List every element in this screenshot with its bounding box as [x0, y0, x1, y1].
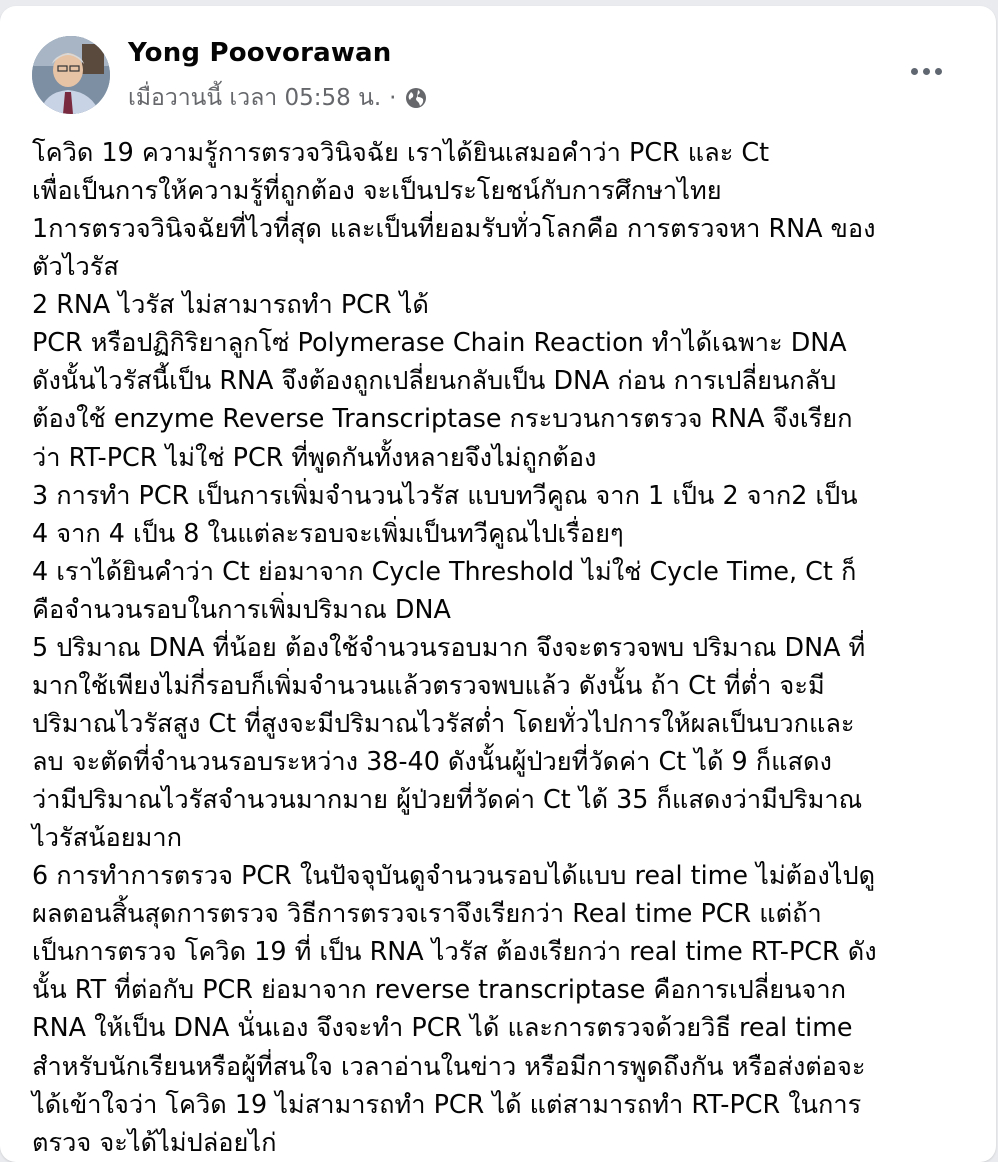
- post-text-line: ได้เข้าใจว่า โควิด 19 ไม่สามารถทำ PCR ได้ แต่สามารถทำ RT-PCR ในการ: [32, 1088, 862, 1119]
- post-text-line: โควิด 19 ความรู้การตรวจวินิจฉัย เราได้ยินเสมอคำว่า PCR และ Ct: [32, 137, 770, 167]
- post-header: [32, 36, 966, 116]
- author-name[interactable]: Yong Poovorawan: [128, 38, 392, 68]
- dot: [923, 68, 930, 75]
- post-text-line: 2 RNA ไวรัส ไม่สามารถทำ PCR ได้: [32, 289, 429, 320]
- post-text-line: 4 จาก 4 เป็น 8 ในแต่ละรอบจะเพิ่มเป็นทวีคูณไปเรื่อยๆ: [32, 517, 624, 548]
- globe-icon[interactable]: [404, 86, 428, 110]
- post-text-line: มากใช้เพียงไม่กี่รอบก็เพิ่มจำนวนแล้วตรวจพบแล้ว ดังนั้น ถ้า Ct ที่ต่ำ จะมี: [32, 669, 825, 700]
- post-text-line: ไวรัสน้อยมาก: [32, 822, 183, 853]
- dot: [935, 68, 942, 75]
- post-text-line: ตรวจ จะได้ไม่ปล่อยไก่: [32, 1126, 277, 1157]
- post-text-line: เพื่อเป็นการให้ความรู้ที่ถูกต้อง จะเป็นประโยชน์กับการศึกษาไทย: [32, 175, 722, 206]
- post-text-line: ดังนั้นไวรัสนี้เป็น RNA จึงต้องถูกเปลี่ยนกลับเป็น DNA ก่อน การเปลี่ยนกลับ: [32, 365, 837, 396]
- post-text-line: 3 การทำ PCR เป็นการเพิ่มจำนวนไวรัส แบบทวีคูณ จาก 1 เป็น 2 จาก2 เป็น: [32, 479, 858, 510]
- post-text-line: 4 เราได้ยินคำว่า Ct ย่อมาจาก Cycle Threshold ไม่ใช่ Cycle Time, Ct ก็: [32, 555, 857, 586]
- meta-separator: ·: [389, 85, 397, 111]
- post-text-line: ต้องใช้ enzyme Reverse Transcriptase กระบวนการตรวจ RNA จึงเรียก: [32, 403, 853, 434]
- more-options-icon[interactable]: [906, 56, 946, 86]
- post-text-line: ลบ จะตัดที่จำนวนรอบระหว่าง 38-40 ดังนั้นผู้ป่วยที่วัดค่า Ct ได้ 9 ก็แสดง: [32, 746, 832, 776]
- post-card: [0, 6, 996, 1162]
- post-text-line: RNA ให้เป็น DNA นั่นเอง จึงจะทำ PCR ได้ และการตรวจด้วยวิธี real time: [32, 1012, 853, 1043]
- post-text-line: 1การตรวจวินิจฉัยที่ไวที่สุด และเป็นที่ยอมรับทั่วโลกคือ การตรวจหา RNA ของ: [32, 213, 876, 244]
- post-text-line: 5 ปริมาณ DNA ที่น้อย ต้องใช้จำนวนรอบมาก จึงจะตรวจพบ ปริมาณ DNA ที่: [32, 631, 866, 662]
- post-meta: [128, 80, 428, 116]
- post-text-line: ตัวไวรัส: [32, 251, 119, 282]
- post-body: [32, 133, 972, 1161]
- post-text-line: ผลตอนสิ้นสุดการตรวจ วิธีการตรวจเราจึงเรียกว่า Real time PCR แต่ถ้า: [32, 898, 822, 929]
- post-text-line: ปริมาณไวรัสสูง Ct ที่สูงจะมีปริมาณไวรัสต่ำ โดยทั่วไปการให้ผลเป็นบวกและ: [32, 707, 855, 738]
- post-text-line: ว่ามีปริมาณไวรัสจำนวนมากมาย ผู้ป่วยที่วัดค่า Ct ได้ 35 ก็แสดงว่ามีปริมาณ: [32, 784, 863, 815]
- post-text-line: คือจำนวนรอบในการเพิ่มปริมาณ DNA: [32, 593, 451, 624]
- post-text-line: นั้น RT ที่ต่อกับ PCR ย่อมาจาก reverse transcriptase คือการเปลี่ยนจาก: [32, 974, 847, 1005]
- avatar[interactable]: [32, 36, 110, 114]
- post-text-line: สำหรับนักเรียนหรือผู้ที่สนใจ เวลาอ่านในข่าว หรือมีการพูดถึงกัน หรือส่งต่อจะ: [32, 1050, 866, 1081]
- post-text-line: PCR หรือปฏิกิริยาลูกโซ่ Polymerase Chain Reaction ทำได้เฉพาะ DNA: [32, 327, 847, 358]
- post-text-line: 6 การทำการตรวจ PCR ในปัจจุบันดูจำนวนรอบได้แบบ real time ไม่ต้องไปดู: [32, 860, 876, 891]
- dot: [911, 68, 918, 75]
- post-text-line: ว่า RT-PCR ไม่ใช่ PCR ที่พูดกันทั้งหลายจึงไม่ถูกต้อง: [32, 441, 597, 472]
- post-text-line: เป็นการตรวจ โควิด 19 ที่ เป็น RNA ไวรัส ต้องเรียกว่า real time RT-PCR ดัง: [32, 936, 877, 967]
- post-timestamp[interactable]: เมื่อวานนี้ เวลา 05:58 น.: [128, 85, 382, 111]
